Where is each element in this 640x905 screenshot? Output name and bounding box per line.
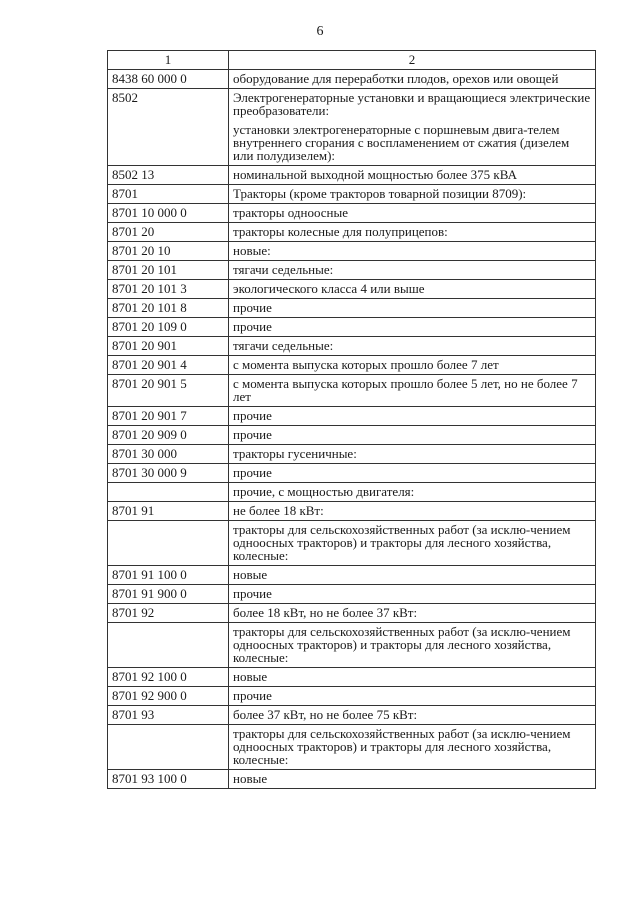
description-text: прочие	[233, 300, 272, 315]
table-row	[108, 89, 596, 166]
table-row	[108, 166, 596, 185]
table-row	[108, 687, 596, 706]
description-text: новые:	[233, 243, 271, 258]
description-cell	[229, 725, 596, 770]
description-cell	[229, 483, 596, 502]
column-header-code: 1	[108, 51, 229, 70]
table-body	[108, 70, 596, 789]
description-cell	[229, 706, 596, 725]
description-text: установки электрогенераторные с поршневым двига-телем внутреннего сгорания с воспламенением от сжатия (дизелем или полудизелем):	[233, 122, 570, 163]
tariff-code-cell	[108, 483, 229, 502]
table-header-row	[108, 51, 596, 70]
description-text: прочие	[233, 408, 272, 423]
description-cell	[229, 521, 596, 566]
description-text: с момента выпуска которых прошло более 5 лет, но не более 7 лет	[233, 376, 578, 404]
description-cell	[229, 668, 596, 687]
description-text: новые	[233, 771, 268, 786]
description-text: тракторы для сельскохозяйственных работ (за исклю-чением одноосных тракторов) и тракторы для лесного хозяйства, колесные:	[233, 522, 571, 563]
table-row	[108, 585, 596, 604]
description-text: номинальной выходной мощностью более 375 кВА	[233, 167, 517, 182]
table-row	[108, 70, 596, 89]
description-cell	[229, 70, 596, 89]
table-row	[108, 261, 596, 280]
table-row	[108, 356, 596, 375]
table-row	[108, 426, 596, 445]
tariff-code-cell: 8701 20 101 3	[108, 280, 229, 299]
description-text: оборудование для переработки плодов, орехов или овощей	[233, 71, 559, 86]
description-text: прочие	[233, 586, 272, 601]
description-cell	[229, 502, 596, 521]
tariff-code-cell: 8701 30 000 9	[108, 464, 229, 483]
description-text: не более 18 кВт:	[233, 503, 324, 518]
tariff-code-cell: 8701 91	[108, 502, 229, 521]
tariff-code-cell: 8502	[108, 89, 229, 166]
table-row	[108, 725, 596, 770]
tariff-code-cell: 8701 91 900 0	[108, 585, 229, 604]
description-text: более 37 кВт, но не более 75 кВт:	[233, 707, 418, 722]
tariff-code-cell: 8701 20 909 0	[108, 426, 229, 445]
tariff-code-cell: 8701 10 000 0	[108, 204, 229, 223]
column-header-description: 2	[229, 51, 596, 70]
description-cell	[229, 318, 596, 337]
description-cell	[229, 356, 596, 375]
description-cell	[229, 623, 596, 668]
description-cell	[229, 204, 596, 223]
tariff-code-cell: 8701 92	[108, 604, 229, 623]
tariff-code-cell	[108, 623, 229, 668]
description-text: тягачи седельные:	[233, 262, 334, 277]
table-row	[108, 706, 596, 725]
tariff-code-cell: 8701 92 900 0	[108, 687, 229, 706]
description-cell	[229, 604, 596, 623]
tariff-code-cell: 8701 93 100 0	[108, 770, 229, 789]
description-cell	[229, 375, 596, 407]
table-row	[108, 375, 596, 407]
description-cell	[229, 261, 596, 280]
table-row	[108, 318, 596, 337]
description-cell	[229, 337, 596, 356]
page-number: 6	[316, 24, 324, 39]
description-cell	[229, 445, 596, 464]
table-row	[108, 521, 596, 566]
table-row	[108, 464, 596, 483]
table-row	[108, 604, 596, 623]
table-row	[108, 242, 596, 261]
table-row	[108, 407, 596, 426]
table-row	[108, 280, 596, 299]
table-row	[108, 445, 596, 464]
tariff-code-cell: 8701 20 901	[108, 337, 229, 356]
description-text: тягачи седельные:	[233, 338, 334, 353]
tariff-code-cell: 8701 20 901 5	[108, 375, 229, 407]
description-text: прочие	[233, 319, 272, 334]
tariff-code-table	[107, 50, 596, 789]
description-text: тракторы одноосные	[233, 205, 349, 220]
description-cell	[229, 464, 596, 483]
description-text: тракторы колесные для полуприцепов:	[233, 224, 448, 239]
description-text: Тракторы (кроме тракторов товарной позиции 8709):	[233, 186, 527, 201]
tariff-code-cell	[108, 521, 229, 566]
description-cell	[229, 299, 596, 318]
description-text: более 18 кВт, но не более 37 кВт:	[233, 605, 418, 620]
tariff-code-cell: 8701 30 000	[108, 445, 229, 464]
tariff-code-cell: 8701 20 101	[108, 261, 229, 280]
table-row	[108, 623, 596, 668]
description-text: тракторы для сельскохозяйственных работ (за исклю-чением одноосных тракторов) и тракторы для лесного хозяйства, колесные:	[233, 624, 571, 665]
description-text: Электрогенераторные установки и вращающиеся электрические преобразователи:	[233, 90, 591, 118]
tariff-code-cell: 8701 20 101 8	[108, 299, 229, 318]
table-row	[108, 185, 596, 204]
tariff-code-cell: 8701	[108, 185, 229, 204]
tariff-code-cell: 8701 20 901 7	[108, 407, 229, 426]
description-cell	[229, 426, 596, 445]
tariff-code-cell: 8701 93	[108, 706, 229, 725]
tariff-code-cell: 8701 20 901 4	[108, 356, 229, 375]
description-cell	[229, 242, 596, 261]
description-cell	[229, 407, 596, 426]
description-cell	[229, 89, 596, 166]
tariff-code-cell: 8701 91 100 0	[108, 566, 229, 585]
tariff-code-cell	[108, 725, 229, 770]
description-text: тракторы гусеничные:	[233, 446, 357, 461]
table-row	[108, 204, 596, 223]
description-cell	[229, 566, 596, 585]
description-text: новые	[233, 669, 268, 684]
description-text: тракторы для сельскохозяйственных работ (за исклю-чением одноосных тракторов) и тракторы для лесного хозяйства, колесные:	[233, 726, 571, 767]
table-row	[108, 483, 596, 502]
tariff-code-cell: 8502 13	[108, 166, 229, 185]
description-text: прочие, с мощностью двигателя:	[233, 484, 415, 499]
description-cell	[229, 280, 596, 299]
description-cell	[229, 585, 596, 604]
description-cell	[229, 687, 596, 706]
table-row	[108, 223, 596, 242]
tariff-code-cell: 8438 60 000 0	[108, 70, 229, 89]
description-cell	[229, 770, 596, 789]
tariff-code-cell: 8701 20 109 0	[108, 318, 229, 337]
description-text: прочие	[233, 688, 272, 703]
tariff-code-cell: 8701 20 10	[108, 242, 229, 261]
description-cell	[229, 223, 596, 242]
description-text: экологического класса 4 или выше	[233, 281, 425, 296]
tariff-code-cell: 8701 20	[108, 223, 229, 242]
table-row	[108, 668, 596, 687]
table-row	[108, 770, 596, 789]
description-text: новые	[233, 567, 268, 582]
description-text: прочие	[233, 427, 272, 442]
table-row	[108, 566, 596, 585]
description-cell	[229, 166, 596, 185]
description-cell	[229, 185, 596, 204]
description-text: прочие	[233, 465, 272, 480]
table-row	[108, 502, 596, 521]
table-row	[108, 299, 596, 318]
tariff-code-cell: 8701 92 100 0	[108, 668, 229, 687]
table-row	[108, 337, 596, 356]
description-text: с момента выпуска которых прошло более 7 лет	[233, 357, 499, 372]
